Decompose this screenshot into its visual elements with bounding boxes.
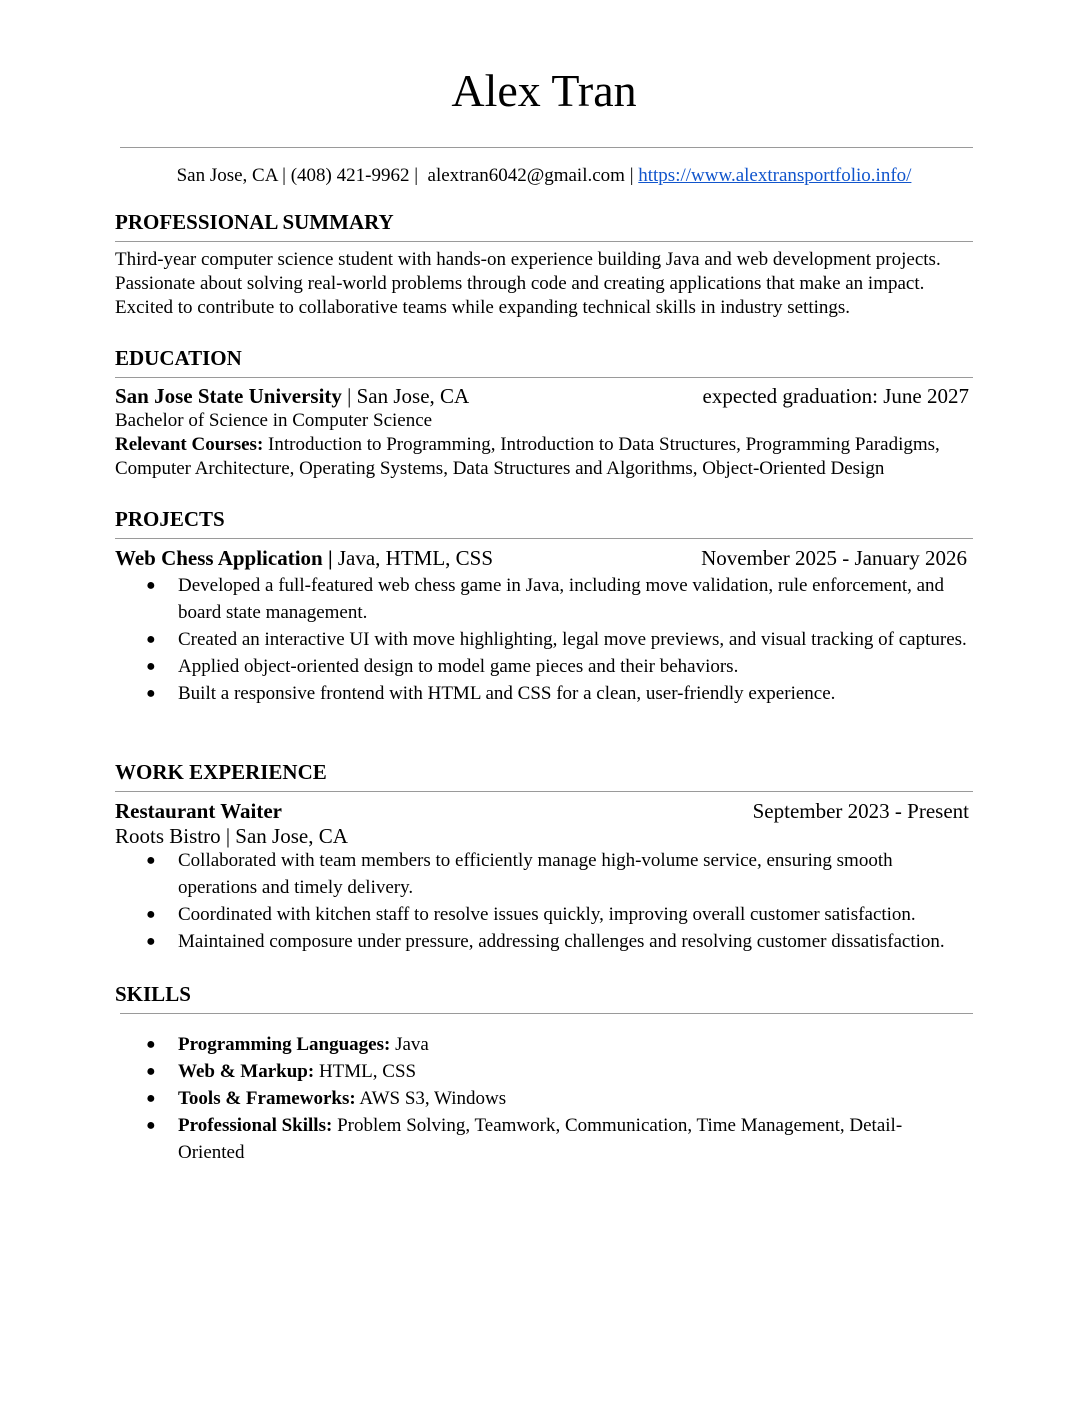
bullet-icon: ● <box>146 658 156 675</box>
contact-separator: | <box>624 165 639 186</box>
skill-value: Problem Solving, Teamwork, Communication, Time Management, Detail-Oriented <box>178 1115 903 1163</box>
contact-separator: | <box>277 165 291 186</box>
bullet-text: Created an interactive UI with move highlighting, legal move previews, and visual tracking of captures. <box>178 629 967 650</box>
list-item <box>146 847 976 901</box>
skill-value: HTML, CSS <box>314 1061 417 1082</box>
projects-heading: PROJECTS <box>115 507 225 531</box>
bullet-icon: ● <box>146 1090 156 1107</box>
bullet-icon: ● <box>146 933 156 950</box>
education-header-row <box>115 383 969 409</box>
school-location: | San Jose, CA <box>341 384 470 408</box>
bullet-text: Maintained composure under pressure, addressing challenges and resolving customer dissatisfaction. <box>178 931 945 952</box>
contact-email[interactable]: alextran6042@gmail.com <box>427 165 625 186</box>
bullet-icon: ● <box>146 1063 156 1080</box>
list-item <box>146 572 976 626</box>
project-title-line <box>115 545 493 571</box>
skills-heading: SKILLS <box>115 982 191 1006</box>
bullet-text: Built a responsive frontend with HTML and CSS for a clean, user-friendly experience. <box>178 683 836 704</box>
contact-phone: (408) 421-9962 <box>290 165 410 186</box>
bullet-text: Collaborated with team members to efficiently manage high-volume service, ensuring smooth operations and timely delivery. <box>178 850 893 898</box>
project-header-row <box>115 545 967 571</box>
work-role: Restaurant Waiter <box>115 799 283 823</box>
contact-location: San Jose, CA <box>176 165 278 186</box>
skills-divider <box>120 1013 973 1014</box>
work-bullets <box>146 847 976 955</box>
list-item <box>146 901 976 928</box>
work-heading: WORK EXPERIENCE <box>115 760 327 784</box>
bullet-text: Developed a full-featured web chess game in Java, including move validation, rule enforcement, and board state management. <box>178 575 945 623</box>
list-item <box>146 1112 906 1166</box>
skill-value: AWS S3, Windows <box>355 1088 507 1109</box>
skill-label: Professional Skills: <box>178 1115 333 1136</box>
bullet-text: Coordinated with kitchen staff to resolve issues quickly, improving overall customer satisfaction. <box>178 904 916 925</box>
header-divider <box>120 147 973 148</box>
resume-name: Alex Tran <box>451 65 637 116</box>
summary-divider <box>115 241 973 242</box>
bullet-text: Applied object-oriented design to model game pieces and their behaviors. <box>178 656 739 677</box>
education-divider <box>115 377 973 378</box>
summary-text: Third-year computer science student with hands-on experience building Java and web development projects. Passionate about solving real-world problems through code and creating applications that make an impact. Excited to contribute to collaborative teams while expanding technical skills in industry settings. <box>115 249 941 318</box>
project-bullets <box>146 572 976 707</box>
courses-list: Introduction to Programming, Introduction to Data Structures, Programming Paradigms, Computer Architecture, Operating Systems, Data Structures and Algorithms, Object-Oriented Design <box>115 434 940 479</box>
list-item <box>146 928 976 955</box>
contact-separator: | <box>409 165 423 186</box>
bullet-icon: ● <box>146 577 156 594</box>
project-name: Web Chess Application | <box>115 546 333 570</box>
school-name: San Jose State University <box>115 384 342 408</box>
relevant-courses <box>115 433 985 481</box>
bullet-icon: ● <box>146 906 156 923</box>
project-tech: Java, HTML, CSS <box>332 546 494 570</box>
education-heading: EDUCATION <box>115 346 242 370</box>
bullet-icon: ● <box>146 685 156 702</box>
work-divider <box>115 791 973 792</box>
skill-label: Tools & Frameworks: <box>178 1088 356 1109</box>
skills-list <box>146 1031 906 1166</box>
work-company: Roots Bistro | San Jose, CA <box>115 824 348 848</box>
list-item <box>146 1058 906 1085</box>
summary-heading: PROFESSIONAL SUMMARY <box>115 210 394 234</box>
projects-divider <box>115 538 973 539</box>
list-item <box>146 1031 906 1058</box>
project-dates: November 2025 - January 2026 <box>701 546 967 570</box>
bullet-icon: ● <box>146 1036 156 1053</box>
list-item <box>146 653 976 680</box>
list-item <box>146 1085 906 1112</box>
graduation-date: expected graduation: June 2027 <box>702 384 969 408</box>
list-item <box>146 680 976 707</box>
bullet-icon: ● <box>146 852 156 869</box>
work-header-row <box>115 798 969 824</box>
contact-line <box>0 163 1088 189</box>
skill-label: Web & Markup: <box>178 1061 315 1082</box>
work-dates: September 2023 - Present <box>752 799 969 823</box>
portfolio-link[interactable]: https://www.alextransportfolio.info/ <box>638 165 912 186</box>
bullet-icon: ● <box>146 631 156 648</box>
skill-label: Programming Languages: <box>178 1034 391 1055</box>
skill-value: Java <box>390 1034 429 1055</box>
education-school-line <box>115 383 469 409</box>
courses-label: Relevant Courses: <box>115 434 264 455</box>
degree: Bachelor of Science in Computer Science <box>115 410 433 431</box>
bullet-icon: ● <box>146 1117 156 1134</box>
list-item <box>146 626 976 653</box>
